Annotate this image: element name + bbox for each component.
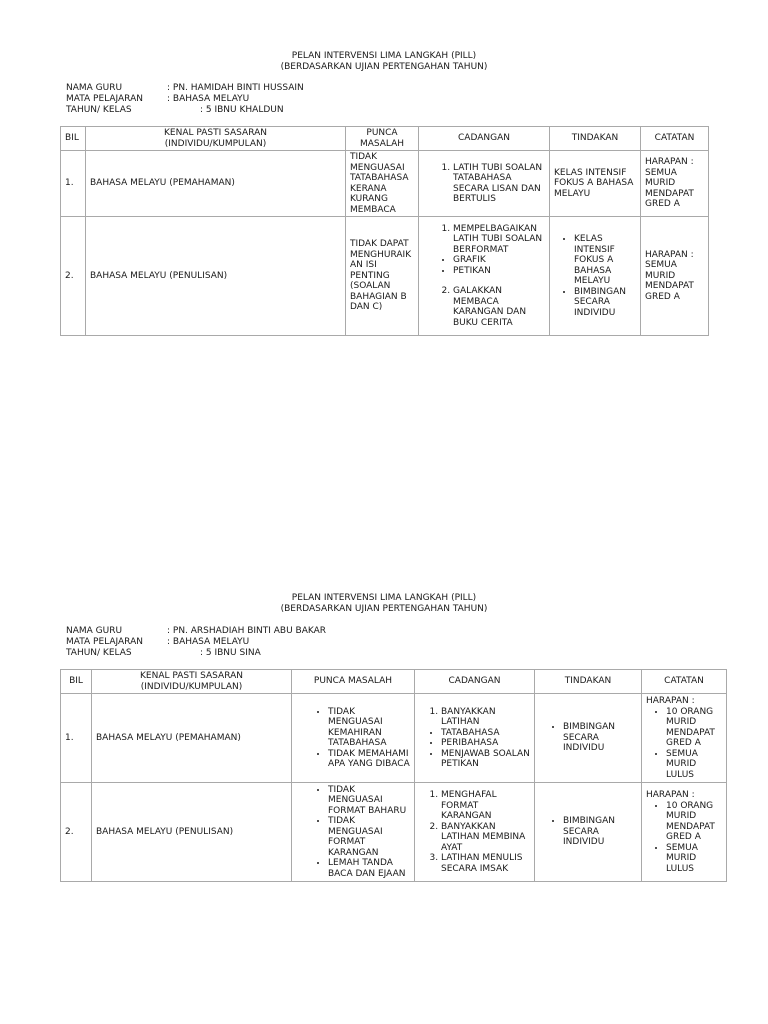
row-punca [292,783,415,882]
nama-guru-label: NAMA GURU [66,83,123,93]
row-bil: 1. [61,151,86,217]
intervention-table [60,669,727,882]
row-cadangan [415,783,535,882]
mata-pelajaran-label: MATA PELAJARAN [66,637,143,647]
table-row [61,694,727,783]
row-cadangan [415,694,535,783]
mata-pelajaran-value: : BAHASA MELAYU [167,637,250,647]
header-bil: BIL [61,127,86,151]
row-bil: 2. [61,783,92,882]
cadangan-bullet: • TATABAHASA [441,728,530,739]
tahun-kelas-label: TAHUN/ KELAS [66,648,132,658]
plan-subtitle: (BERDASARKAN UJIAN PERTENGAHAN TAHUN) [280,62,488,72]
table-row [61,217,709,336]
plan-title: PELAN INTERVENSI LIMA LANGKAH (PILL) [291,593,477,603]
mata-pelajaran-value: : BAHASA MELAYU [167,94,250,104]
row-catatan [642,694,727,783]
intervention-table [60,126,709,336]
cadangan-bullet: • GRAFIK [453,255,545,266]
row-tindakan [550,217,641,336]
catatan-bullet: • 10 ORANG MURID MENDAPAT GRED A [666,801,722,843]
mata-pelajaran-label: MATA PELAJARAN [66,94,143,104]
nama-guru-label: NAMA GURU [66,626,123,636]
header-sasaran-line2: (INDIVIDU/KUMPULAN) [140,681,243,692]
punca-bullet: • TIDAK MENGUASAI KEMAHIRAN TATABAHASA [328,707,410,749]
header-catatan: CATATAN [642,670,727,694]
nama-guru-value: : PN. ARSHADIAH BINTI ABU BAKAR [167,626,327,636]
row-sasaran: BAHASA MELAYU (PENULISAN) [92,783,292,882]
table-row [61,151,709,217]
cadangan-item: 1. MEMPELBAGAIKAN LATIH TUBI SOALAN BERFORMAT [453,224,545,256]
header-punca-line1: PUNCA [366,128,398,138]
row-bil: 1. [61,694,92,783]
header-tindakan: TINDAKAN [550,127,641,151]
cadangan-item: 1. MENGHAFAL FORMAT KARANGAN [441,790,530,822]
header-sasaran [92,670,292,694]
header-sasaran-line1: KENAL PASTI SASARAN [140,671,243,681]
header-sasaran-line1: KENAL PASTI SASARAN [164,128,267,138]
row-tindakan: KELAS INTENSIF FOKUS A BAHASA MELAYU [550,151,641,217]
cadangan-item: 1. BANYAKKAN LATIHAN [441,707,530,728]
punca-bullet: • TIDAK MEMAHAMI APA YANG DIBACA [328,749,410,770]
cadangan-bullet: • PETIKAN [453,266,545,277]
header-cadangan: CADANGAN [419,127,550,151]
catatan-bullet: • SEMUA MURID LULUS [666,843,722,875]
tahun-kelas-value: : 5 IBNU KHALDUN [200,105,284,115]
tindakan-bullet: • BIMBINGAN SECARA INDIVIDU [563,722,637,754]
tahun-kelas-label: TAHUN/ KELAS [66,105,132,115]
row-bil: 2. [61,217,86,336]
row-catatan [642,783,727,882]
cadangan-item: 2. GALAKKAN MEMBACA KARANGAN DAN BUKU CERITA [453,286,545,328]
row-punca: TIDAK DAPAT MENGHURAIK AN ISI PENTING (SOALAN BAHAGIAN B DAN C) [346,217,419,336]
row-sasaran: BAHASA MELAYU (PENULISAN) [86,217,346,336]
header-bil: BIL [61,670,92,694]
row-catatan: HARAPAN : SEMUA MURID MENDAPAT GRED A [641,151,709,217]
catatan-bullet: • 10 ORANG MURID MENDAPAT GRED A [666,707,722,749]
row-punca: TIDAK MENGUASAI TATABAHASA KERANA KURANG MEMBACA [346,151,419,217]
row-tindakan [535,783,642,882]
header-sasaran [86,127,346,151]
header-punca-line2: MASALAH [359,138,405,149]
row-cadangan [419,217,550,336]
catatan-label: HARAPAN : [646,696,695,706]
cadangan-bullet: • PERIBAHASA [441,738,530,749]
tindakan-bullet: • BIMBINGAN SECARA INDIVIDU [574,287,636,319]
punca-bullet: • TIDAK MENGUASAI FORMAT BAHARU [328,785,410,817]
cadangan-bullet: • MENJAWAB SOALAN PETIKAN [441,749,530,770]
table-header-row [61,670,727,694]
header-catatan: CATATAN [641,127,709,151]
catatan-label: HARAPAN : [646,790,695,800]
row-cadangan [419,151,550,217]
table-row [61,783,727,882]
row-tindakan [535,694,642,783]
cadangan-item: 2. BANYAKKAN LATIHAN MEMBINA AYAT [441,822,530,854]
punca-bullet: • TIDAK MENGUASAI FORMAT KARANGAN [328,816,410,858]
plan-subtitle: (BERDASARKAN UJIAN PERTENGAHAN TAHUN) [280,604,488,614]
cadangan-item: 1. LATIH TUBI SOALAN TATABAHASA SECARA LISAN DAN BERTULIS [453,163,545,205]
nama-guru-value: : PN. HAMIDAH BINTI HUSSAIN [167,83,304,93]
tindakan-bullet: • KELAS INTENSIF FOKUS A BAHASA MELAYU [574,234,636,287]
plan-title: PELAN INTERVENSI LIMA LANGKAH (PILL) [291,51,477,61]
header-sasaran-line2: (INDIVIDU/KUMPULAN) [164,138,267,149]
row-sasaran: BAHASA MELAYU (PEMAHAMAN) [86,151,346,217]
tindakan-bullet: • BIMBINGAN SECARA INDIVIDU [563,816,637,848]
header-tindakan: TINDAKAN [535,670,642,694]
punca-bullet: • LEMAH TANDA BACA DAN EJAAN [328,858,410,879]
row-punca [292,694,415,783]
catatan-bullet: • SEMUA MURID LULUS [666,749,722,781]
header-punca: PUNCA MASALAH [292,670,415,694]
tahun-kelas-value: : 5 IBNU SINA [200,648,261,658]
header-punca [346,127,419,151]
row-sasaran: BAHASA MELAYU (PEMAHAMAN) [92,694,292,783]
cadangan-item: 3. LATIHAN MENULIS SECARA IMSAK [441,853,530,874]
header-cadangan: CADANGAN [415,670,535,694]
row-catatan: HARAPAN : SEMUA MURID MENDAPAT GRED A [641,217,709,336]
table-header-row [61,127,709,151]
